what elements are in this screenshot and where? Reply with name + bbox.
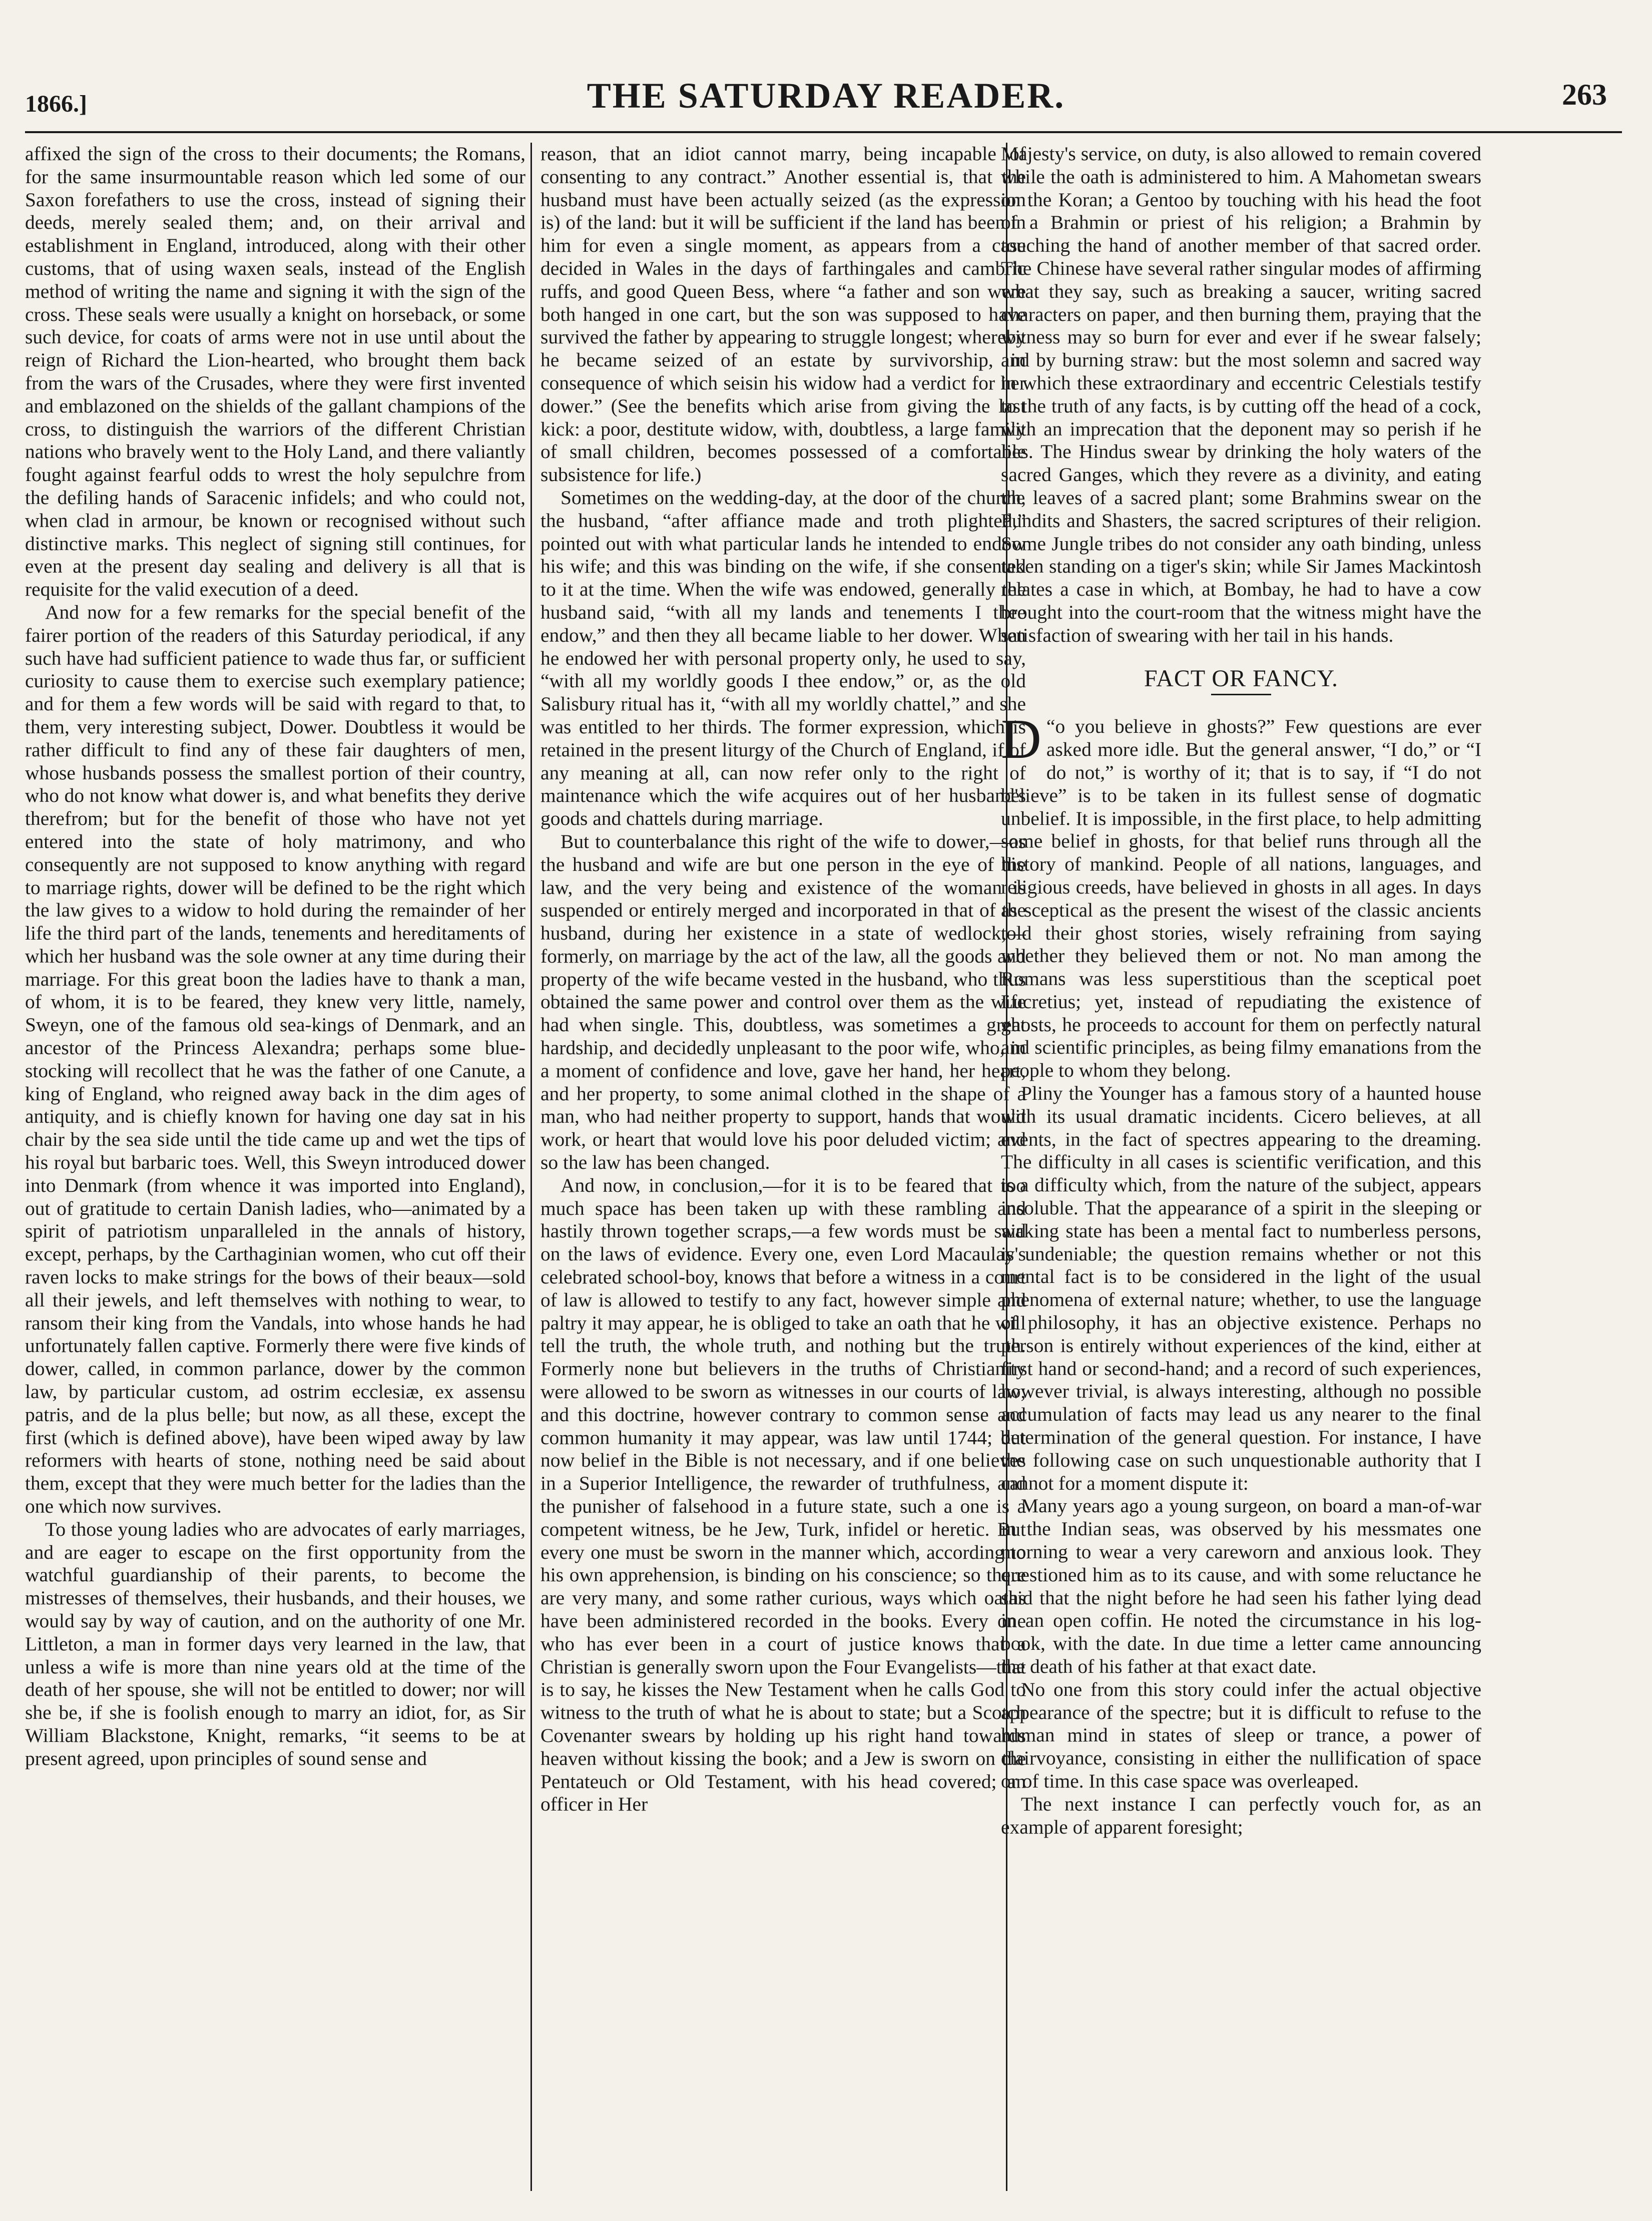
opening-text: o you believe in ghosts?” Few questions are ever asked more idle. But the general answer, “I do,” or “I do not,” is worthy of it; that is to say, if “I do not believe” is to be taken in its fullest sense of dogmatic unbelief. It is impossible, in the first place, to help admitting some belief in ghosts, for that belief runs through all the history of mankind. People of all nations, languages, and religious creeds, have believed in ghosts in all ages. In days as sceptical as the present the wisest of the classic ancients told their ghost stories, wisely refraining from saying whether they believed them or not. No man among the Romans was less superstitious than the sceptical poet Lucretius; yet, instead of repudiating the existence of ghosts, he proceeds to account for them on perfectly natural and scientific principles, as being filmy emanations from the people to whom they belong. <box>1001 715 1481 1082</box>
paragraph: The next instance I can perfectly vouch for, as an example of apparent foresight; <box>1001 1793 1481 1838</box>
header-rule <box>25 131 1622 133</box>
paragraph: And now, in conclusion,—for it is to be feared that too much space has been taken up with these rambling and hastily thrown together scraps,—a few words must be said on the laws of evidence. Every one, even Lord Macaulay's celebrated school-boy, knows that before a witness in a court of law is allowed to testify to any fact, however simple and paltry it may appear, he is obliged to take an oath that he will tell the truth, the whole truth, and nothing but the truth. Formerly none but believers in the truths of Christianity were allowed to be sworn as witnesses in our courts of law; and this doctrine, however contrary to common sense and common humanity it may appear, was law until 1744; but now belief in the Bible is not necessary, and if one believes in a Superior Intelligence, the rewarder of truthfulness, and the punisher of falsehood in a future state, such a one is a competent witness, be he Jew, Turk, infidel or heretic. But every one must be sworn in the manner which, according to his own apprehension, is binding on his conscience; so there are very many, and some rather curious, ways which oaths have been administered recorded in the books. Every one who has ever been in a court of justice knows that a Christian is generally sworn upon the Four Evangelists—that is to say, he kisses the New Testament when he calls God to witness to the truth of what he is about to state; but a Scotch Covenanter swears by holding up his right hand towards heaven without kissing the book; and a Jew is sworn on the Pentateuch or Old Testament, with his head covered; an officer in Her <box>540 1174 1026 1816</box>
paragraph: Sometimes on the wedding-day, at the door of the church, the husband, “after affiance made and troth plighted,” pointed out with what particular lands he intended to endow his wife; and this was binding on the wife, if she consented to it at the time. When the wife was endowed, generally the husband said, “with all my lands and tenements I thee endow,” and then they all became liable to her dower. When he endowed her with personal property only, he used to say, “with all my worldly goods I thee endow,” or, as the old Salisbury ritual has it, “with all my worldly chattel,” and she was entitled to her thirds. The former expression, which is retained in the present liturgy of the Church of England, if of any meaning at all, can now refer only to the right of maintenance which the wife acquires out of her husband's goods and chattels during marriage. <box>540 486 1026 830</box>
paragraph: No one from this story could infer the actual objective appearance of the spectre; but it is difficult to refuse to the human mind in states of sleep or trance, a power of clairvoyance, consisting in either the nullification of space or of time. In this case space was overleaped. <box>1001 1678 1481 1792</box>
drop-cap: D <box>1001 708 1041 771</box>
column-2 <box>540 143 1026 2201</box>
paragraph: To those young ladies who are advocates of early marriages, and are eager to escape on the first opportunity from the watchful guardianship of their parents, to become the mistresses of themselves, their husbands, and their houses, we would say by way of caution, and on the authority of one Mr. Littleton, a man in former days very learned in the law, that unless a wife is more than nine years old at the time of the death of her spouse, she will not be entitled to dower; nor will she be, if she is foolish enough to marry an idiot, for, as Sir William Blackstone, Knight, remarks, “it seems to be at present agreed, upon principles of sound sense and <box>25 1518 525 1769</box>
paragraph: And now for a few remarks for the special benefit of the fairer portion of the readers of this Saturday periodical, if any such have had sufficient patience to wade thus far, or sufficient curiosity to cause them to exercise such exemplary patience; and for them a few words will be said with regard to that, to them, very interesting subject, Dower. Doubtless it would be rather difficult to find any of these fair daughters of men, whose husbands possess the smallest portion of their country, who do not know what dower is, and what benefits they derive therefrom; but for the benefit of those who have not yet entered into the state of holy matrimony, and who consequently are not supposed to know anything with regard to marriage rights, dower will be defined to be the right which the law gives to a widow to hold during the remainder of her life the third part of the lands, tenements and hereditaments of which her husband was the sole owner at any time during their marriage. For this great boon the ladies have to thank a man, of whom, it is to be feared, they knew very little, namely, Sweyn, one of the famous old sea-kings of Denmark, and an ancestor of the Princess Alexandra; perhaps some blue-stocking will recollect that he was the father of one Canute, a king of England, who reigned away back in the dim ages of antiquity, and is chiefly known for having one day sat in his chair by the sea side until the tide came up and wet the tips of his royal but barbaric toes. Well, this Sweyn introduced dower into Denmark (from whence it was imported into England), out of gratitude to certain Danish ladies, who—animated by a spirit of patriotism unparalleled in the annals of history, except, perhaps, by the Carthaginian women, who cut off their raven locks to make strings for the bows of their beaux—sold all their jewels, and left themselves with nothing to wear, to ransom their king from the Vandals, into whose hands he had unfortunately fallen captive. Formerly there were five kinds of dower, called, in common parlance, dower by the common law, by particular custom, ad ostrim ecclesiæ, ex assensu patris, and de la plus belle; but now, as all these, except the first (which is defined above), have been wiped away by law reformers with hearts of stone, nothing need be said about them, except that they were much better for the ladies than the one which now survives. <box>25 601 525 1518</box>
column-divider <box>530 143 532 2191</box>
title-rule <box>1211 694 1271 695</box>
column-3 <box>1001 143 1481 2201</box>
opening-quote: “ <box>1046 715 1055 738</box>
article-opening-paragraph <box>1001 708 1481 1082</box>
paragraph: Pliny the Younger has a famous story of a haunted house with its usual dramatic incidents. Cicero believes, at all events, in the fact of spectres appearing to the dreaming. The difficulty in all cases is scientific verification, and this is a difficulty which, from the nature of the subject, appears insoluble. That the appearance of a spirit in the sleeping or waking state has been a mental fact to numberless persons, is undeniable; the question remains whether or not this mental fact is to be considered in the light of the usual phenomena of external nature; whether, to use the language of philosophy, it has an objective existence. Perhaps no person is entirely without experiences of the kind, either at first hand or second-hand; and a record of such experiences, however trivial, is always interesting, although no possible accumulation of facts may lead us any nearer to the final determination of the general question. For instance, I have the following case on such unquestionable authority that I cannot for a moment dispute it: <box>1001 1082 1481 1494</box>
masthead-title: THE SATURDAY READER. <box>587 76 1065 116</box>
paragraph: But to counterbalance this right of the wife to dower,—as the husband and wife are but one person in the eye of the law, and the very being and existence of the woman is suspended or entirely merged and incorporated in that of the husband, during her existence in a state of wedlock,—formerly, on marriage by the act of the law, all the goods and property of the wife became vested in the husband, who thus obtained the same power and control over them as the wife had when single. This, doubtless, was sometimes a great hardship, and decidedly unpleasant to the poor wife, who, in a moment of confidence and love, gave her hand, her heart, and her property, to some animal clothed in the shape of a man, who had neither property to support, hands that would work, or heart that would love his poor deluded victim; and so the law has been changed. <box>540 830 1026 1174</box>
header-year: 1866.] <box>25 91 87 117</box>
column-1 <box>25 143 525 2201</box>
page-number: 263 <box>1562 78 1607 111</box>
paragraph: Majesty's service, on duty, is also allowed to remain covered while the oath is administered to him. A Mahometan swears on the Koran; a Gentoo by touching with his head the foot of a Brahmin or priest of his religion; a Brahmin by touching the hand of another member of that sacred order. The Chinese have several rather singular modes of affirming what they say, such as breaking a saucer, writing sacred characters on paper, and then burning them, praying that the witness may so burn for ever and ever if he swear falsely; and by burning straw: but the most solemn and sacred way in which these extraordinary and eccentric Celestials testify to the truth of any facts, is by cutting off the head of a cock, with an imprecation that the deponent may so perish if he lies. The Hindus swear by drinking the holy waters of the sacred Ganges, which they revere as a divinity, and eating the leaves of a sacred plant; some Brahmins swear on the Pundits and Shasters, the sacred scriptures of their religion. Some Jungle tribes do not consider any oath binding, unless taken standing on a tiger's skin; while Sir James Mackintosh relates a case in which, at Bombay, he had to have a cow brought into the court-room that the witness might have the satisfaction of swearing with her tail in his hands. <box>1001 143 1481 646</box>
article-title: FACT OR FANCY. <box>1144 665 1338 692</box>
paragraph: Many years ago a young surgeon, on board a man-of-war in the Indian seas, was observed by his messmates one morning to wear a very careworn and anxious look. They questioned him as to its cause, and with some reluctance he said that the night before he had seen his father lying dead in an open coffin. He noted the circumstance in his log-book, with the date. In due time a letter came announcing the death of his father at that exact date. <box>1001 1495 1481 1677</box>
paragraph: reason, that an idiot cannot marry, being incapable of consenting to any contract.” Another essential is, that the husband must have been actually seized (as the expression is) of the land: but it will be sufficient if the land has been in him for even a single moment, as appears from a case decided in Wales in the days of farthingales and cambric ruffs, and good Queen Bess, where “a father and son were both hanged in one cart, but the son was supposed to have survived the father by appearing to struggle longest; whereby he became seized of an estate by survivorship, in consequence of which seisin his widow had a verdict for her dower.” (See the benefits which arise from giving the last kick: a poor, destitute widow, with, doubtless, a large family of small children, becomes possessed of a comfortable subsistence for life.) <box>540 143 1026 486</box>
paragraph: affixed the sign of the cross to their documents; the Romans, for the same insurmountable reason which led some of our Saxon forefathers to use the cross, instead of signing their deeds, merely sealed them; and, on their arrival and establishment in England, introduced, along with their other customs, that of using waxen seals, instead of the English method of writing the name and signing it with the sign of the cross. These seals were usually a knight on horseback, or some such device, for coats of arms were not in use until about the reign of Richard the Lion-hearted, who brought them back from the wars of the Crusades, where they were first invented and emblazoned on the shields of the gallant champions of the cross, to distinguish the warriors of the different Christian nations who bravely went to the Holy Land, and there valiantly fought against fearful odds to wrest the holy sepulchre from the defiling hands of Saracenic infidels; and who could not, when clad in armour, be known or recognised without such distinctive marks. This neglect of signing still continues, for even at the present day sealing and delivery is all that is requisite for the valid execution of a deed. <box>25 143 525 601</box>
page-header <box>25 75 1627 125</box>
